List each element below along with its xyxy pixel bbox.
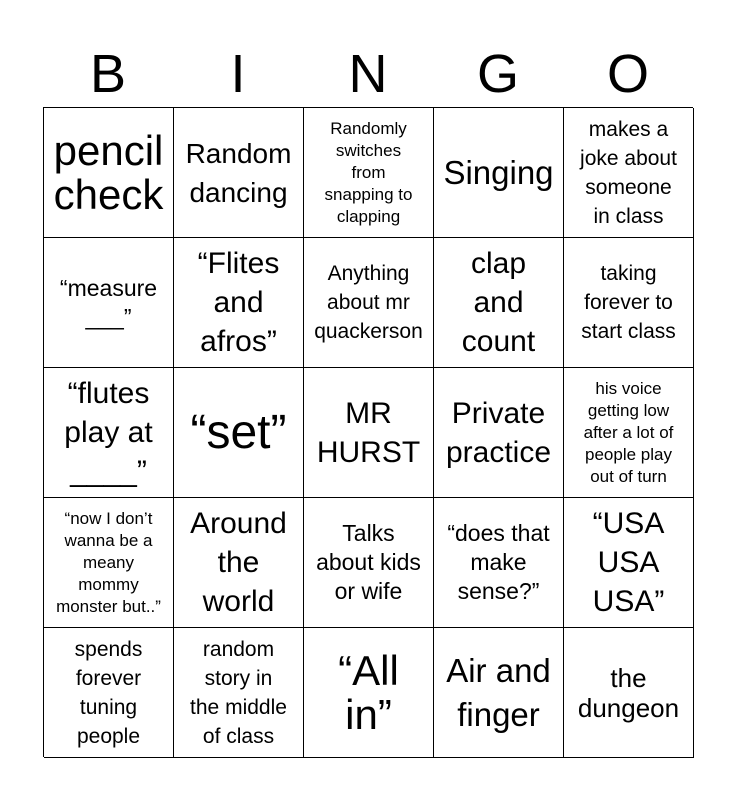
cell-text: taking forever to start class [581, 262, 676, 343]
bingo-grid [43, 107, 693, 757]
cell-text: pencil check [53, 126, 164, 218]
bingo-cell[interactable] [304, 238, 434, 368]
cell-text: “now I don’t wanna be a meany mommy monster but..” [56, 508, 161, 616]
cell-text: Anything about mr quackerson [314, 262, 423, 343]
bingo-cell[interactable] [304, 108, 434, 238]
header-letter-n: N [348, 44, 388, 104]
bingo-cell[interactable] [564, 238, 694, 368]
cell-text: his voice getting low after a lot of people play out of turn [583, 378, 674, 486]
bingo-cell[interactable] [174, 108, 304, 238]
bingo-cell[interactable] [174, 498, 304, 628]
cell-text: Talks about kids or wife [316, 520, 421, 604]
cell-text: “flutes play at ____” [64, 377, 153, 488]
bingo-cell[interactable] [44, 368, 174, 498]
cell-text: Random dancing [185, 137, 292, 208]
cell-text: Private practice [445, 396, 552, 469]
bingo-cell[interactable] [434, 368, 564, 498]
cell-text: clap and count [461, 247, 536, 358]
cell-text: MR HURST [316, 396, 421, 469]
cell-text: “Flites and afros” [197, 247, 280, 358]
cell-text: makes a joke about someone in class [580, 117, 677, 228]
bingo-cell[interactable] [304, 628, 434, 758]
bingo-cell[interactable] [174, 368, 304, 498]
bingo-cell[interactable] [434, 498, 564, 628]
cell-text: “measure ___” [59, 274, 158, 330]
bingo-cell[interactable] [44, 108, 174, 238]
bingo-cell[interactable] [434, 628, 564, 758]
bingo-cell[interactable] [44, 628, 174, 758]
cell-text: Randomly switches from snapping to clapping [324, 118, 413, 226]
header-letter-g: G [476, 44, 519, 104]
cell-text: “All in” [338, 646, 399, 738]
bingo-cell[interactable] [564, 108, 694, 238]
cell-text: “USA USA USA” [592, 507, 665, 618]
bingo-cell[interactable] [304, 368, 434, 498]
bingo-cell[interactable] [434, 108, 564, 238]
bingo-cell[interactable] [304, 498, 434, 628]
cell-text: “does that make sense?” [447, 520, 550, 604]
cell-text: the dungeon [577, 662, 680, 723]
header-letter-i: I [230, 44, 246, 104]
header-letter-o: O [606, 44, 649, 104]
cell-text: Air and finger [446, 651, 551, 733]
cell-text: Around the world [190, 507, 287, 618]
header-letter-b: B [89, 44, 127, 104]
bingo-cell[interactable] [174, 628, 304, 758]
bingo-cell[interactable] [44, 498, 174, 628]
cell-text: random story in the middle of class [190, 637, 287, 748]
bingo-cell[interactable] [174, 238, 304, 368]
bingo-cell[interactable] [564, 628, 694, 758]
bingo-cell[interactable] [44, 238, 174, 368]
cell-text: Singing [443, 153, 554, 191]
bingo-cell[interactable] [564, 368, 694, 498]
bingo-cell[interactable] [434, 238, 564, 368]
bingo-header [43, 40, 693, 108]
cell-text: spends forever tuning people [74, 637, 143, 748]
cell-text: “set” [190, 405, 287, 459]
bingo-cell[interactable] [564, 498, 694, 628]
